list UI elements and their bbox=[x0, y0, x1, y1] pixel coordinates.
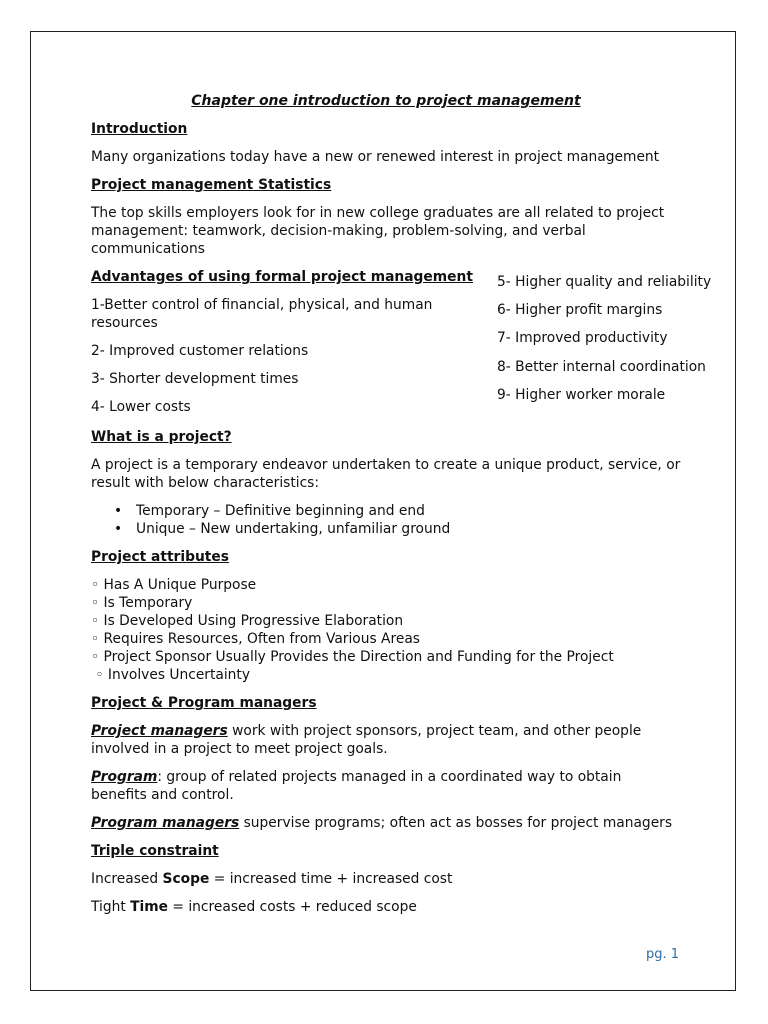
advantage-item: 5- Higher quality and reliability bbox=[497, 274, 712, 290]
project-characteristics-list bbox=[91, 502, 681, 538]
time-line-prefix: Tight bbox=[91, 899, 131, 915]
list-item bbox=[114, 520, 681, 538]
program-managers-term: Program managers bbox=[91, 815, 240, 831]
advantage-item: 7- Improved productivity bbox=[497, 330, 668, 347]
what-is-project-heading: What is a project? bbox=[91, 429, 232, 445]
scope-line bbox=[91, 870, 681, 888]
statistics-heading: Project management Statistics bbox=[91, 177, 332, 193]
advantages-section bbox=[91, 268, 712, 418]
introduction-heading: Introduction bbox=[91, 121, 188, 137]
project-managers-term: Project managers bbox=[91, 723, 228, 739]
advantage-item: 2- Improved customer relations bbox=[91, 343, 309, 359]
advantages-right-column bbox=[497, 273, 737, 414]
program-text: : group of related projects managed in a coordinated way to obtain benefits and control. bbox=[91, 769, 622, 803]
program-managers-text: supervise programs; often act as bosses for project managers bbox=[239, 815, 673, 831]
list-item: ◦ Is Temporary bbox=[91, 595, 193, 611]
time-line bbox=[91, 898, 681, 916]
scope-term: Scope bbox=[162, 871, 210, 887]
introduction-text: Many organizations today have a new or renewed interest in project management bbox=[91, 149, 660, 165]
list-item: ◦ Involves Uncertainty bbox=[91, 667, 250, 683]
triple-constraint-heading: Triple constraint bbox=[91, 843, 219, 859]
advantage-item: 8- Better internal coordination bbox=[497, 358, 706, 375]
project-definition-text: A project is a temporary endeavor undertaken to create a unique product, service, or result with below characteristics: bbox=[91, 457, 681, 491]
list-item bbox=[114, 502, 681, 520]
attributes-list bbox=[91, 576, 681, 684]
attributes-heading: Project attributes bbox=[91, 549, 229, 565]
time-line-suffix: = increased costs + reduced scope bbox=[168, 899, 417, 915]
list-item: ◦ Requires Resources, Often from Various Areas bbox=[91, 631, 420, 647]
advantage-item: 3- Shorter development times bbox=[91, 371, 299, 387]
program-term: Program bbox=[91, 769, 158, 785]
program-paragraph bbox=[91, 768, 681, 804]
advantage-item: 9- Higher worker morale bbox=[497, 386, 666, 403]
list-item: ◦ Project Sponsor Usually Provides the Direction and Funding for the Project bbox=[91, 649, 614, 665]
advantages-left-column bbox=[91, 268, 481, 426]
project-managers-paragraph bbox=[91, 722, 681, 758]
statistics-text: The top skills employers look for in new college graduates are all related to project management: teamwork, decision-making, problem-solving, and verbal communications bbox=[91, 205, 665, 257]
advantage-item: 4- Lower costs bbox=[91, 399, 191, 415]
managers-heading: Project & Program managers bbox=[91, 695, 317, 711]
bullet-icon: • bbox=[114, 521, 123, 537]
list-item: ◦ Is Developed Using Progressive Elaboration bbox=[91, 613, 404, 629]
page-number: pg. 1 bbox=[646, 947, 680, 962]
document-page bbox=[30, 31, 736, 991]
time-term: Time bbox=[130, 899, 169, 915]
scope-line-prefix: Increased bbox=[91, 871, 163, 887]
bullet-icon: • bbox=[114, 503, 123, 519]
project-managers-text: work with project sponsors, project team, and other people involved in a project to meet project goals. bbox=[91, 723, 642, 757]
program-managers-paragraph bbox=[91, 814, 681, 832]
list-item-text: Temporary – Definitive beginning and end bbox=[136, 503, 425, 519]
scope-line-suffix: = increased time + increased cost bbox=[209, 871, 453, 887]
list-item: ◦ Has A Unique Purpose bbox=[91, 577, 257, 593]
advantages-heading: Advantages of using formal project management bbox=[91, 269, 473, 285]
list-item-text: Unique – New undertaking, unfamiliar ground bbox=[136, 521, 451, 537]
advantage-item: 6- Higher profit margins bbox=[497, 302, 663, 319]
chapter-title: Chapter one introduction to project management bbox=[191, 93, 581, 109]
page-content bbox=[91, 92, 712, 926]
advantage-item: 1-Better control of financial, physical, and human resources bbox=[91, 297, 433, 331]
